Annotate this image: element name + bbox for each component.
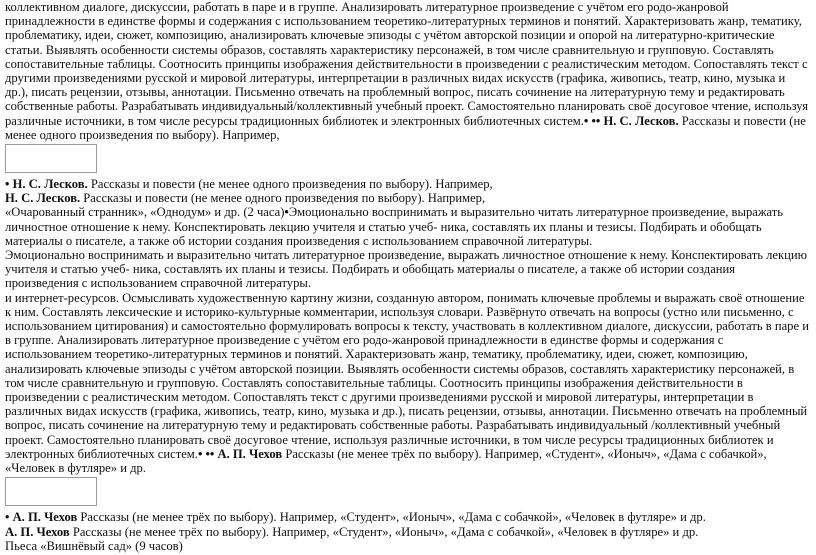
empty-box <box>5 144 97 173</box>
paragraph-1-tail: Рассказы и повести (не менее одного произведения по выбору). Например, <box>5 113 806 142</box>
bullet-marks: • •• <box>583 113 601 128</box>
bullet-mark: • <box>5 510 10 525</box>
paragraph-3-tail: Рассказы и повести (не менее одного произведения по выбору). Например, <box>83 191 486 206</box>
author-name: Н. С. Лесков. <box>603 113 679 128</box>
bullet-mark: • <box>284 205 289 220</box>
paragraph-6-text: и интернет-ресурсов. Осмысливать художественную картину жизни, созданную автором, понимать ключевые проблемы и выражать своё отношение к ним. Составлять лексические и историко-культурные комментарии, используя словари. Развёрнуто отвечать на вопросы (устно или письменно, с использованием цитирования) и самостоятельно формулировать вопросы к тексту, участвовать в коллективном диалоге, дискуссии, работать в паре и в группе. Анализировать литературное произведение с учётом его родо-жанровой принадлежности в единстве формы и содержания с использованием теоретико-литературных терминов и понятий. Характеризовать жанр, тематику, проблематику, идеи, сюжет, композицию, анализировать ключевые эпизоды с учётом авторской позиции. Выявлять особенности системы образов, составлять характеристику персонажей, в том числе сравнительную и групповую. Составлять сопоставительные таблицы. Соотносить принципы изображения действительности в произведении с реалистическим методом. Сопоставлять текст с другими произведениями русской и мировой литературы, интерпретации в различных видах искусств (графика, живопись, театр, кино, музыка и др.), писать рецензии, отзывы, аннотации. Письменно отвечать на проблемный вопрос, писать сочинение на литературную тему и редактировать собственные работы. Разрабатывать индивидуальный /коллективный учебный проект. Самостоятельно планировать своё досуговое чтение, используя различные источники, в том числе ресурсы традиционных библиотек и электронных библиотечных систем. <box>5 290 809 461</box>
paragraph-5 <box>5 248 811 291</box>
works-list: «Очарованный странник», «Однодум» и др. (2 часа) <box>5 205 285 220</box>
author-name: А. П. Чехов <box>12 510 78 525</box>
bullet-mark: • <box>5 177 10 192</box>
paragraph-7 <box>5 510 811 524</box>
paragraph-1-text: коллективном диалоге, дискуссии, работать в паре и в группе. Анализировать литературное произведение с учётом его родо-жанровой принадлежности в единстве формы и содержания с использованием теоретико-литературных терминов и понятий. Характеризовать жанр, тематику, проблематику, идеи, сюжет, композицию, анализировать ключевые эпизоды с учётом авторской позиции и опорой на литературно-критические статьи. Выявлять особенности системы образов, составлять характеристику персонажей, в том числе сравнительную и групповую. Составлять сопоставительные таблицы. Соотносить принципы изображения действительности в произведении с реалистическим методом. Сопоставлять текст с другими произведениями русской и мировой литературы, интерпретации в различных видах искусств (графика, живопись, театр, кино, музыка и др.), писать рецензии, отзывы, аннотации. Письменно отвечать на проблемный вопрос, писать сочинение на литературную тему и редактировать собственные работы. Разрабатывать индивидуальный/коллективный учебный проект. Самостоятельно планировать своё досуговое чтение, используя различные источники, в том числе ресурсы традиционных библиотек и электронных библиотечных систем. <box>5 0 809 128</box>
paragraph-4 <box>5 205 811 248</box>
paragraph-8-tail: Рассказы (не менее трёх по выбору). Например, «Студент», «Ионыч», «Дама с собачкой», «Человек в футляре» и др. <box>72 524 699 539</box>
paragraph-9 <box>5 539 811 553</box>
paragraph-2-tail: Рассказы и повести (не менее одного произведения по выбору). Например, <box>90 177 493 192</box>
paragraph-8 <box>5 525 811 539</box>
paragraph-1 <box>5 0 811 142</box>
author-name: Н. С. Лесков. <box>5 191 81 206</box>
paragraph-6 <box>5 291 811 476</box>
author-name: А. П. Чехов <box>5 524 70 539</box>
bullet-marks: • •• <box>197 446 215 461</box>
paragraph-2 <box>5 177 811 191</box>
author-name: Н. С. Лесков. <box>12 177 88 192</box>
empty-box <box>5 477 97 506</box>
author-name: А. П. Чехов <box>217 446 283 461</box>
paragraph-7-tail: Рассказы (не менее трёх по выбору). Например, «Студент», «Ионыч», «Дама с собачкой», «Человек в футляре» и др. <box>80 510 706 525</box>
paragraph-5-text: Эмоционально воспринимать и выразительно читать литературное произведение, выражать личностное отношение к нему. Конспектировать лекцию учителя и статью учеб- ника, составлять их планы и тезисы. Подбирать и обобщать материалы о писателе, а также об истории создания произведения с использованием справочной литературы. <box>5 248 808 291</box>
paragraph-6-tail: Рассказы (не менее трёх по выбору). Например, «Студент», «Ионыч», «Дама с собачкой», «Человек в футляре» и др. <box>5 446 767 476</box>
section-heading: Пьеса «Вишнёвый сад» (9 часов) <box>5 538 183 553</box>
paragraph-3 <box>5 191 811 205</box>
paragraph-4-text: Эмоционально воспринимать и выразительно читать литературное произведение, выражать личностное отношение к нему. Конспектировать лекцию учителя и статью учеб- ника, составлять их планы и тезисы. Подбирать и обобщать материалы о писателе, а также об истории создания произведения с использованием справочной литературы. <box>5 205 784 248</box>
